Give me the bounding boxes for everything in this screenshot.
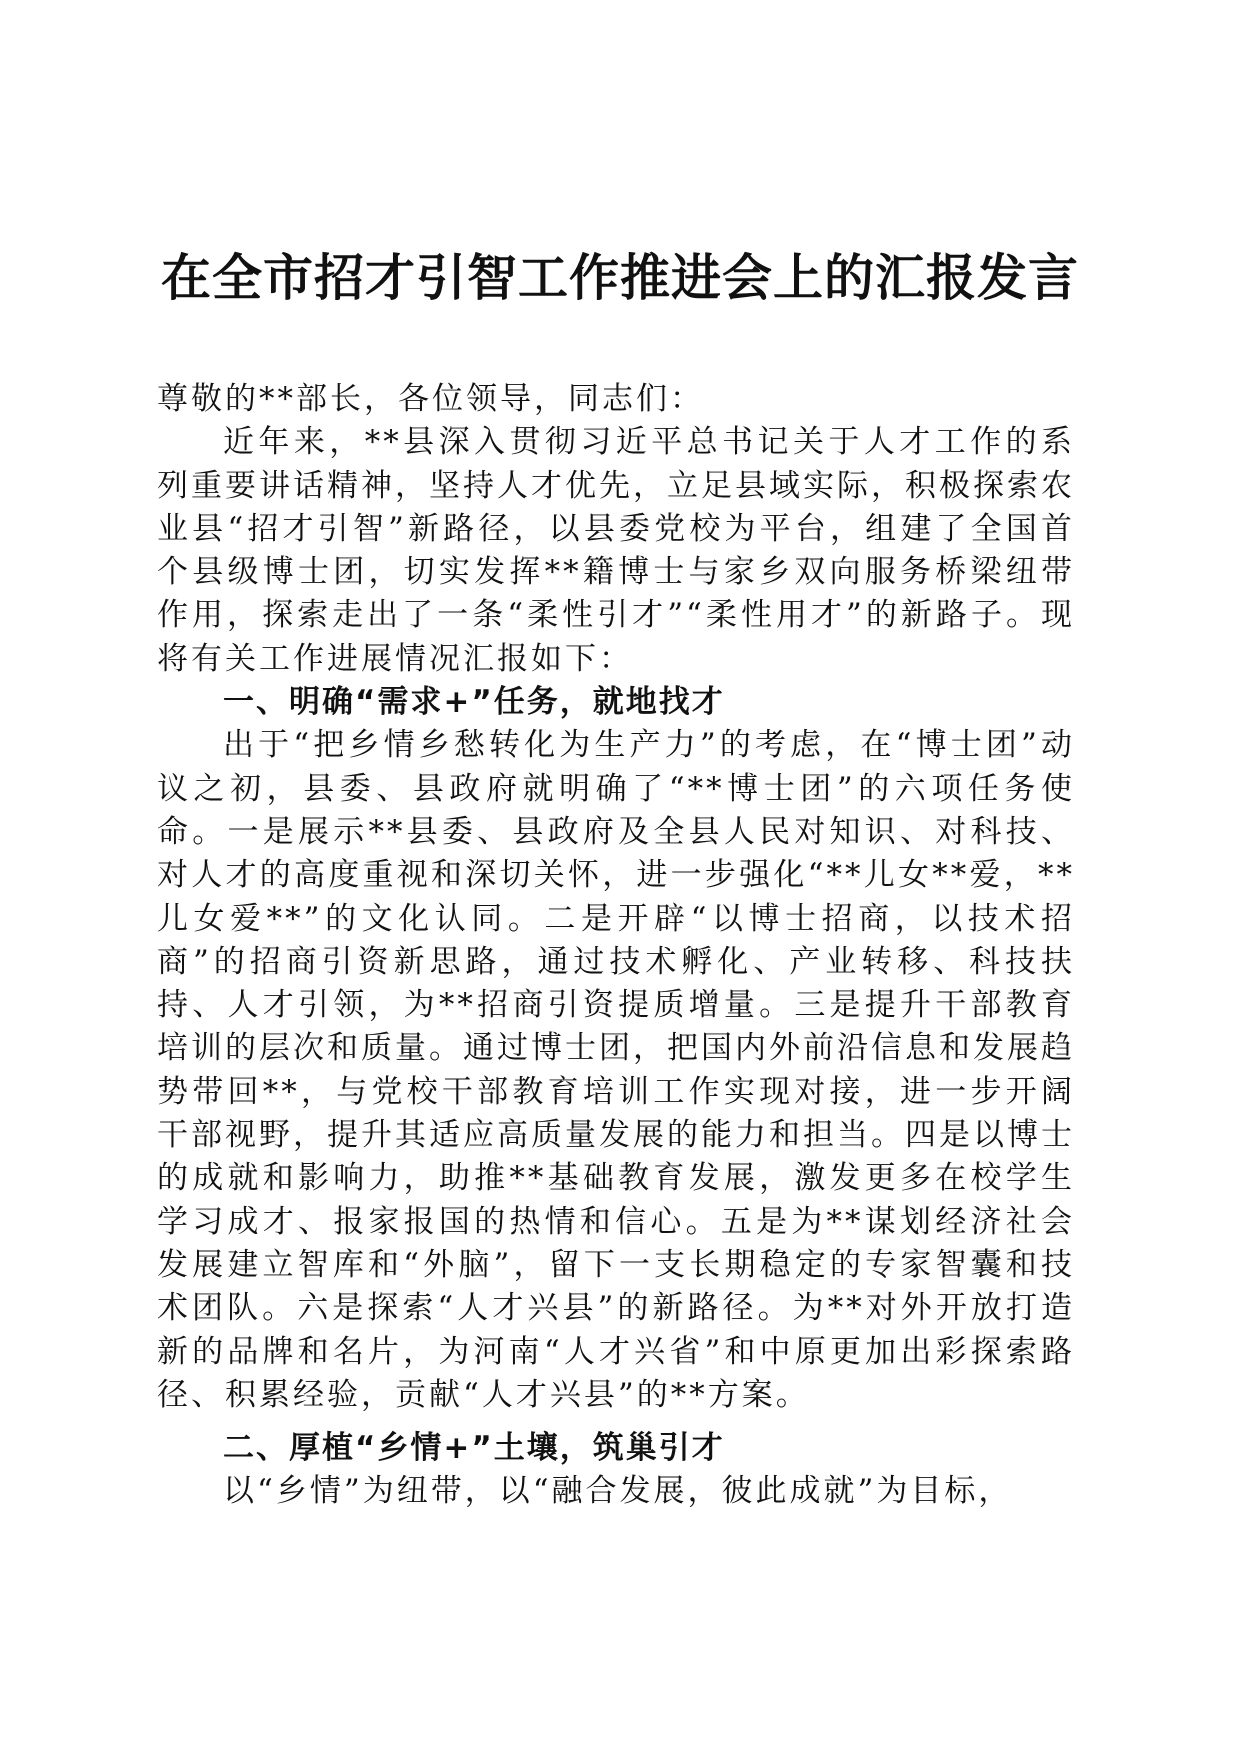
section-heading-2: 二、厚植“乡情+”土壤，筑巢引才 [223, 1430, 725, 1467]
document-title: 在全市招才引智工作推进会上的汇报发言 [161, 248, 1079, 307]
section-heading-1: 一、明确“需求+”任务，就地找才 [223, 684, 725, 721]
section-1-paragraph: 出于“把乡情乡愁转化为生产力”的考虑，在“博士团”动议之初，县委、县政府就明确了“**博士团”的六项任务使命。一是展示**县委、县政府及全县人民对知识、对科技、对人才的高度重视和深切关怀，进一步强化“**儿女**爱，**儿女爱**”的文化认同。二是开辟“以博士招商，以技术招商”的招商引资新思路，通过技术孵化、产业转移、科技扶持、人才引领，为**招商引资提质增量。三是提升干部教育培训的层次和质量。通过博士团，把国内外前沿信息和发展趋势带回**，与党校干部教育培训工作实现对接，进一步开阔干部视野，提升其适应高质量发展的能力和担当。四是以博士的成就和影响力，助推**基础教育发展，激发更多在校学生学习成才、报家报国的热情和信心。五是为**谋划经济社会发展建立智库和“外脑”，留下一支长期稳定的专家智囊和技术团队。六是探索“人才兴县”的新路径。为**对外开放打造新的品牌和名片，为河南“人才兴省”和中原更加出彩探索路径、积累经验，贡献“人才兴县”的**方案。 [157, 727, 1075, 1413]
salutation: 尊敬的**部长，各位领导，同志们： [157, 381, 704, 417]
intro-paragraph: 近年来，**县深入贯彻习近平总书记关于人才工作的系列重要讲话精神，坚持人才优先，立足县域实际，积极探索农业县“招才引智”新路径，以县委党校为平台，组建了全国首个县级博士团，切实发挥**籍博士与家乡双向服务桥梁纽带作用，探索走出了一条“柔性引才”“柔性用才”的新路子。现将有关工作进展情况汇报如下： [157, 424, 1075, 677]
section-2-paragraph: 以“乡情”为纽带，以“融合发展，彼此成就”为目标， [223, 1473, 1013, 1510]
document-body [157, 378, 1075, 1514]
section-spacer [157, 1417, 1075, 1427]
